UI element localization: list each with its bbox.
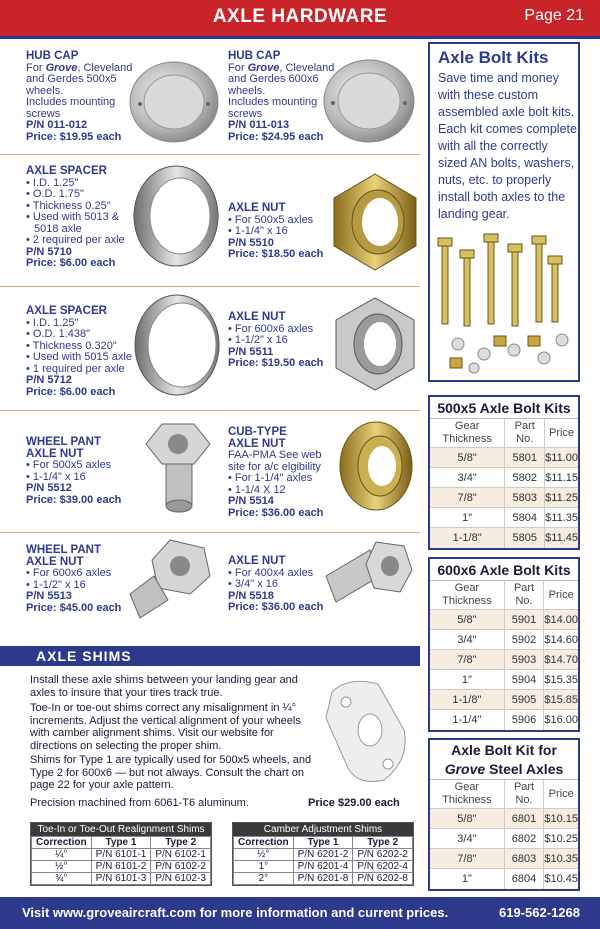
shims-paragraph: Toe-In or toe-out shims correct any misalignment in ¼° increments. Adjust the vertical alignment of your wheels with camber alignment shims. Visit our website for directions on selecting the proper shim. (30, 702, 301, 752)
part-number: P/N 5511 (228, 345, 274, 358)
table-row: 3/4" 5802 $11.15 (430, 468, 578, 488)
table-row: 7/8" 5803 $11.25 (430, 488, 578, 508)
header-rule (0, 36, 600, 39)
table-caption: Camber Adjustment Shims (233, 823, 413, 836)
castle-nut-image (332, 294, 418, 394)
section-divider (0, 532, 420, 533)
toe-shims-table: Toe-In or Toe-Out Realignment Shims Correction Type 1 Type 2 ¼° P/N 6101-1 P/N 6102-1 ½° P/N 6101-2 P/N 6102-2 ¾° P/N 6101-3 P/N 6102-3 (30, 822, 212, 886)
kits-description: Save time and money with these custom assembled axle bolt kits. Each kit comes complete with all the correctly sized AN bolts, washers, nuts, etc. to properly install both axles to the landing gear. (438, 71, 577, 221)
part-number: P/N 5710 (26, 245, 72, 258)
part-number: P/N 5512 (26, 482, 72, 494)
table-row: ½° P/N 6201-2 P/N 6202-2 (234, 849, 413, 861)
product-title: WHEEL PANT (26, 544, 101, 556)
hubcap-600-image (322, 58, 416, 144)
hubcap-500-image (128, 60, 220, 144)
shims-paragraph: Install these axle shims between your landing gear and axles to insure that your tires track true. (30, 674, 298, 699)
axle-spacer-5712-text: AXLE SPACER • I.D. 1.25" • O.D. 1.438" • Thickness 0.320" • Used with 5015 axle • 1 required per axle P/N 5712 Price: $6.00 each (26, 306, 132, 398)
table-row: 1° P/N 6201-4 P/N 6202-4 (234, 861, 413, 873)
hubcap-500-text: HUB CAP For Grove, Cleveland and Gerdes 500x5 wheels. Includes mounting screws P/N 011-012 Price: $19.95 each (26, 50, 133, 143)
price: Price: $19.95 each (26, 130, 122, 143)
table-row: 5/8" 5801 $11.00 (430, 448, 578, 468)
footer-website-text[interactable]: Visit www.groveaircraft.com for more information and current prices. (22, 905, 449, 920)
table-row: ½° P/N 6101-2 P/N 6102-2 (32, 861, 211, 873)
section-divider (0, 286, 420, 287)
part-number: P/N 5518 (228, 589, 274, 602)
product-title: AXLE SPACER (26, 305, 107, 317)
part-number: P/N 5712 (26, 374, 72, 386)
price: Price: $36.00 each (228, 506, 324, 519)
table-row: 5/8" 6801 $10.15 (430, 809, 578, 829)
wheel-pant-nut-5512-text: WHEEL PANT AXLE NUT • For 500x5 axles • 1-1/4" x 16 P/N 5512 Price: $39.00 each (26, 437, 121, 506)
axle-nut-5511-text: AXLE NUT • For 600x6 axles • 1-1/2" x 16 P/N 5511 Price: $19.50 each (228, 312, 323, 370)
part-number: P/N 5514 (228, 495, 274, 507)
axle-bolt-kits-box (428, 42, 580, 382)
table-row: 2° P/N 6201-8 P/N 6202-8 (234, 873, 413, 885)
axle-spacer-ring-image (130, 164, 222, 268)
wheel-pant-nut-5513-text: WHEEL PANT AXLE NUT • For 600x6 axles • 1-1/2" x 16 P/N 5513 Price: $45.00 each (26, 545, 121, 614)
shims-paragraph: Shims for Type 1 are typically used for 500x5 wheels, and Type 2 for 600x6 — but not always. Consult the chart on page 22 for your axle pattern. (30, 754, 312, 791)
table-row: 5/8" 5901 $14.00 (430, 610, 578, 630)
castle-nut-image (330, 170, 420, 274)
table-row: 1" 5804 $11.35 (430, 508, 578, 528)
price: Price: $24.95 each (228, 130, 324, 143)
product-title: CUB-TYPE (228, 426, 287, 438)
table-row: 1" 6804 $10.45 (430, 869, 578, 889)
camber-shims-table: Camber Adjustment Shims Correction Type 1 Type 2 ½° P/N 6201-2 P/N 6202-2 1° P/N 6201-4 P/N 6202-4 2° P/N 6201-8 P/N 6202-8 (232, 822, 414, 886)
page-title: AXLE HARDWARE (212, 6, 388, 27)
section-divider (0, 154, 420, 155)
table-caption: Toe-In or Toe-Out Realignment Shims (31, 823, 211, 836)
table-row: 7/8" 6803 $10.35 (430, 849, 578, 869)
price: Price: $6.00 each (26, 385, 116, 398)
shims-title: AXLE SHIMS (36, 648, 132, 664)
price: Price: $18.50 each (228, 248, 324, 260)
product-title: AXLE NUT (228, 202, 286, 214)
price: Price: $19.50 each (228, 357, 324, 369)
axle-spacer-5710-text: AXLE SPACER • I.D. 1.25" • O.D. 1.75" • Thickness 0.25" • Used with 5013 & 5018 axle • 2 required per axle P/N 5710 Price: $6.00 each (26, 166, 125, 270)
product-title: AXLE NUT (228, 311, 286, 323)
product-title: AXLE NUT (228, 555, 286, 567)
table-row: 7/8" 5903 $14.70 (430, 650, 578, 670)
table-500x5-kits: 500x5 Axle Bolt Kits Gear Thickness Part No. Price 5/8" 5801 $11.00 3/4" 5802 $11.15 7/8" 5803 $11.25 1" 5804 $11.35 1-1/8" 5805 $11.45 (428, 395, 580, 550)
product-title: HUB CAP (26, 50, 79, 62)
shim-image (318, 672, 414, 790)
table-grove-kits: Axle Bolt Kit for Grove Steel Axles Gear Thickness Part No. Price 5/8" 6801 $10.15 3/4" 6802 $10.25 7/8" 6803 $10.35 1" 6804 $10.45 (428, 738, 580, 891)
product-title: WHEEL PANT (26, 436, 101, 448)
axle-nut-long-image (320, 536, 416, 618)
bolt-kit-image (434, 232, 576, 378)
section-divider (0, 410, 420, 411)
product-title: AXLE SPACER (26, 165, 107, 177)
part-number: P/N 5510 (228, 236, 274, 249)
wheel-pant-nut-image (132, 420, 224, 516)
price: Price: $6.00 each (26, 257, 116, 269)
page-number: Page 21 (524, 7, 584, 24)
hubcap-600-text: HUB CAP For Grove, Cleveland and Gerdes 600x6 wheels. Includes mounting screws P/N 011-013 Price: $24.95 each (228, 50, 335, 143)
cub-nut-image (336, 418, 416, 514)
part-number: P/N 011-013 (228, 119, 290, 131)
table-row: ¼° P/N 6101-1 P/N 6102-1 (32, 849, 211, 861)
price: Price: $45.00 each (26, 601, 122, 614)
table-caption: 600x6 Axle Bolt Kits (430, 559, 578, 581)
footer-phone: 619-562-1268 (499, 905, 580, 920)
table-caption: 500x5 Axle Bolt Kits (430, 397, 578, 419)
shims-price: Price $29.00 each (308, 797, 400, 809)
table-row: 1-1/4" 5906 $16.00 (430, 710, 578, 730)
table-caption: Axle Bolt Kit for Grove Steel Axles (430, 740, 578, 780)
table-row: 1-1/8" 5905 $15.85 (430, 690, 578, 710)
table-row: ¾° P/N 6101-3 P/N 6102-3 (32, 873, 211, 885)
kits-title: Axle Bolt Kits (438, 48, 549, 67)
price: Price: $36.00 each (228, 601, 324, 613)
wheel-pant-nut-image (120, 536, 216, 624)
table-row: 1" 5904 $15.35 (430, 670, 578, 690)
axle-nut-5510-text: AXLE NUT • For 500x5 axles • 1-1/4" x 16 P/N 5510 Price: $18.50 each (228, 203, 323, 261)
axle-spacer-band-image (130, 292, 224, 398)
table-row: 1-1/8" 5805 $11.45 (430, 528, 578, 548)
table-600x6-kits: 600x6 Axle Bolt Kits Gear Thickness Part No. Price 5/8" 5901 $14.00 3/4" 5902 $14.60 7/8" 5903 $14.70 1" 5904 $15.35 1-1/8" 5905 $15.85 1-1/4" 5906 $16.00 (428, 557, 580, 732)
part-number: P/N 5513 (26, 590, 72, 602)
product-title: HUB CAP (228, 50, 281, 62)
table-row: 3/4" 6802 $10.25 (430, 829, 578, 849)
price: Price: $39.00 each (26, 493, 122, 506)
axle-nut-5518-text: AXLE NUT • For 400x4 axles • 3/4" x 16 P/N 5518 Price: $36.00 each (228, 556, 323, 614)
shims-paragraph: Precision machined from 6061-T6 aluminum. (30, 797, 249, 809)
part-number: P/N 011-012 (26, 119, 88, 131)
table-row: 3/4" 5902 $14.60 (430, 630, 578, 650)
cub-type-nut-text: CUB-TYPE AXLE NUT FAA-PMA See web site for a/c elgibility • For 1-1/4" axles • 1-1/4 X 12 P/N 5514 Price: $36.00 each (228, 427, 323, 519)
